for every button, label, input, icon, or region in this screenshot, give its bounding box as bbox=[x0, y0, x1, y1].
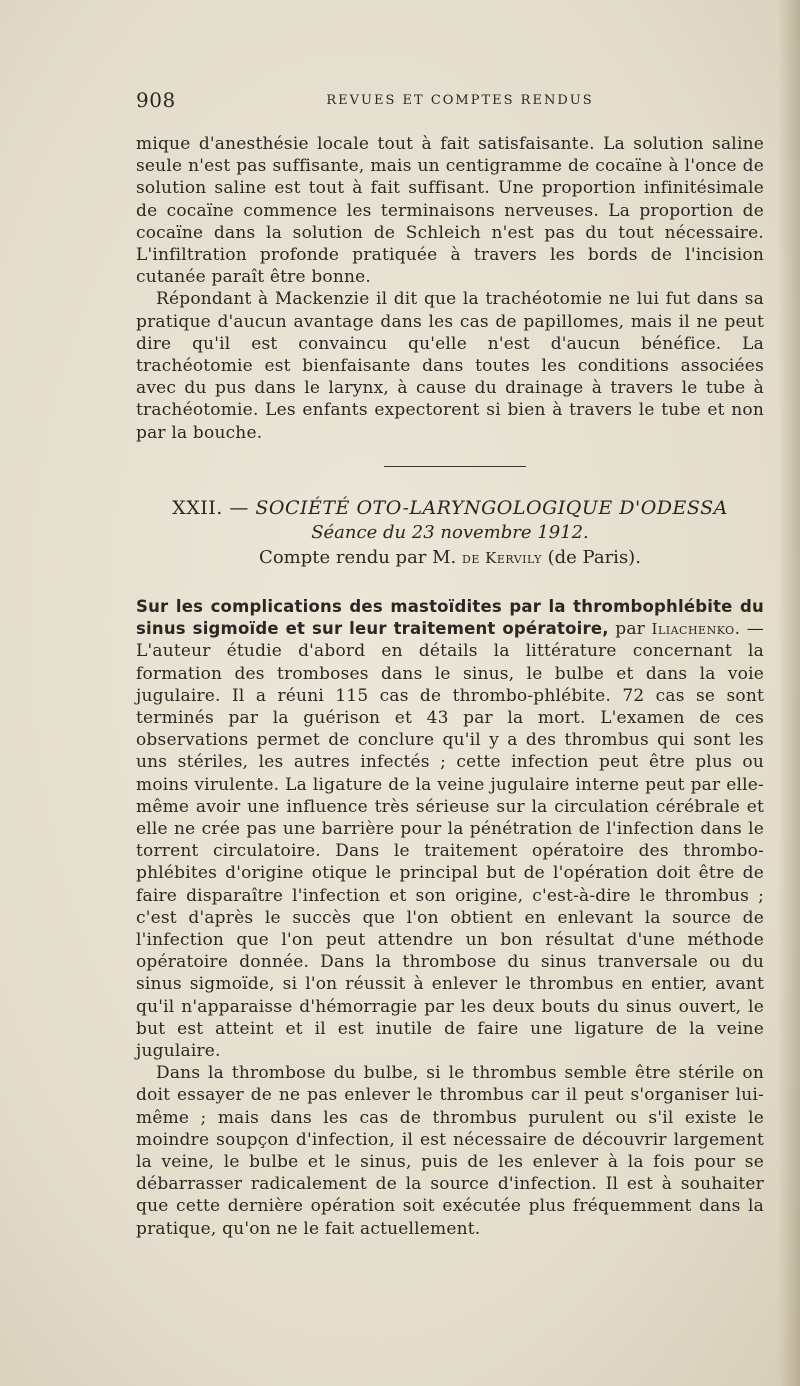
byline-author: de Kervily bbox=[462, 549, 542, 567]
section-divider bbox=[384, 466, 526, 467]
byline-suffix: (de Paris). bbox=[541, 547, 641, 568]
article-body: L'auteur étudie d'abord en détails la littérature concernant la formation des tromboses dans le sinus, le bulbe et dans la voie jugulaire. Il a réuni 115 cas de thrombo-phlébite. 72 cas se sont terminés par la guérison et 43 par la mort. L'examen de ces observations permet de conclure qu'il y a des thrombus qui sont les uns stériles, les autres infectés ; cette infection peut être plus ou moins virulente. La ligature de la veine jugulaire interne peut par elle-même avoir une influence très sérieuse sur la circulation cérébrale et elle ne crée pas une barrière pour la pénétration de l'infection dans le torrent circulatoire. Dans le traitement opératoire des thrombo-phlébites d'origine otique le principal but de l'opération doit être de faire disparaître l'infection et son origine, c'est-à-dire le thrombus ; c'est d'après le succès que l'on obtient en enlevant la source de l'infection que l'on peut attendre un bon résultat d'une méthode opératoire donnée. Dans la thrombose du sinus tranversale ou du sinus sigmoïde, si l'on réussit à enlever le thrombus en entier, avant qu'il n'apparaisse d'hémorragie par les deux bouts du sinus ouvert, le but est atteint et il est inutile de faire une ligature de la veine jugulaire. bbox=[136, 641, 764, 1062]
article-author-suffix: . — bbox=[734, 619, 765, 640]
society-heading bbox=[136, 497, 764, 519]
running-title: REVUES ET COMPTES RENDUS bbox=[326, 93, 594, 108]
article-title: Sur les complications des mastoïdites par la thrombophlébite du sinus sigmoïde et sur leur traitement opératoire, bbox=[136, 597, 764, 639]
article-by: par bbox=[608, 619, 652, 640]
page-header bbox=[136, 88, 764, 116]
section-continued-text bbox=[136, 133, 764, 444]
article-text bbox=[136, 596, 764, 1240]
byline-prefix: Compte rendu par M. bbox=[259, 547, 462, 568]
page-edge-shadow bbox=[778, 0, 800, 1386]
page-number: 908 bbox=[136, 88, 176, 112]
report-byline bbox=[136, 547, 764, 568]
article-author: Iliachenko bbox=[651, 620, 735, 639]
paragraph: Répondant à Mackenzie il dit que la trachéotomie ne lui fut dans sa pratique d'aucun avantage dans les cas de papillomes, mais il ne peut dire qu'il est convaincu qu'elle n'est d'aucun bénéfice. La trachéotomie est bienfaisante dans toutes les conditions associées avec du pus dans le larynx, à cause du drainage à travers le tube à trachéotomie. Les enfants expectorent si bien à travers le tube et non par la bouche. bbox=[136, 289, 764, 443]
section-number: XXII. — bbox=[172, 497, 256, 519]
paragraph: mique d'anesthésie locale tout à fait satisfaisante. La solution saline seule n'est pas suffisante, mais un centigramme de cocaïne à l'once de solution saline est tout à fait suffisant. Une proportion infinitésimale de cocaïne commence les terminaisons nerveuses. La proportion de cocaïne dans la solution de Schleich n'est pas du tout nécessaire. L'infiltration profonde pratiquée à travers les bords de l'incision cutanée paraît être bonne. bbox=[136, 134, 764, 288]
paragraph: Dans la thrombose du bulbe, si le thrombus semble être stérile on doit essayer de ne pas enlever le thrombus car il peut s'organiser lui-même ; mais dans les cas de thrombus purulent ou s'il existe le moindre soupçon d'infection, il est nécessaire de découvrir largement la veine, le bulbe et le sinus, puis de les enlever à la fois pour se débarrasser radicalement de la source d'infection. Il est à souhaiter que cette dernière opération soit exécutée plus fréquemment dans la pratique, qu'on ne le fait actuellement. bbox=[136, 1063, 764, 1239]
society-name: SOCIÉTÉ OTO-LARYNGOLOGIQUE D'ODESSA bbox=[255, 497, 728, 519]
article-first-paragraph bbox=[136, 596, 764, 1062]
session-date: Séance du 23 novembre 1912. bbox=[311, 522, 589, 543]
